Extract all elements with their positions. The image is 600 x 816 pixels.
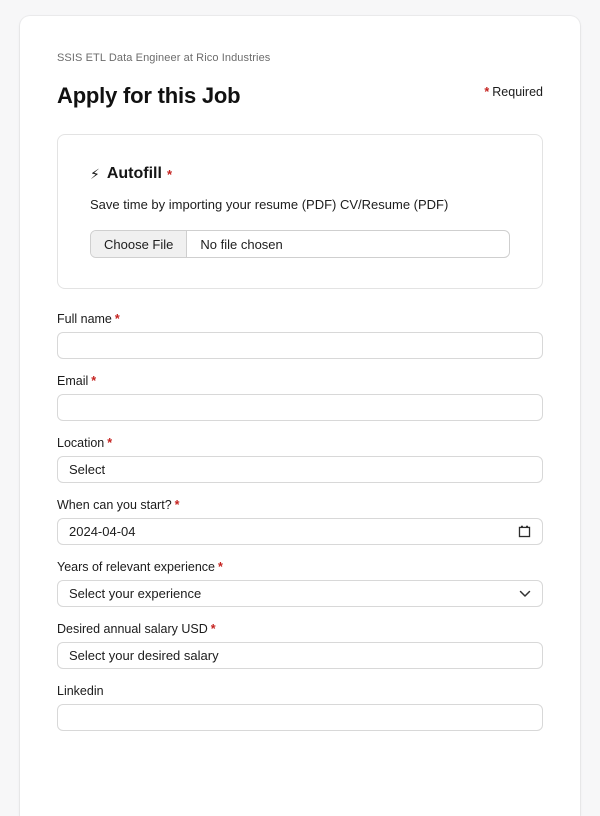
field-label	[57, 498, 543, 513]
email-input[interactable]	[57, 394, 543, 421]
field-label	[57, 374, 543, 389]
autofill-title: Autofill	[106, 165, 162, 183]
field-label	[57, 622, 543, 637]
field-label-text: When can you start?	[57, 498, 172, 513]
field-value: Select	[69, 462, 106, 478]
field-label	[57, 560, 543, 575]
required-asterisk: *	[217, 560, 223, 575]
choose-file-button[interactable]: Choose File	[91, 231, 187, 257]
field-full-name	[57, 312, 543, 359]
field-label-text: Location	[57, 436, 105, 451]
field-label-text: Desired annual salary USD	[57, 622, 208, 637]
page-title: Apply for this Job	[57, 83, 241, 108]
required-asterisk: *	[107, 436, 113, 451]
lightning-icon: ⚡	[90, 165, 100, 182]
field-label-text: Full name	[57, 312, 112, 327]
field-label-text: Linkedin	[57, 684, 104, 699]
required-asterisk: *	[210, 622, 216, 637]
required-asterisk: *	[166, 166, 172, 182]
field-value: 2024-04-04	[69, 524, 136, 540]
field-label-text: Email	[57, 374, 89, 389]
resume-file-input[interactable]	[90, 230, 510, 258]
application-card	[20, 16, 580, 816]
required-asterisk: *	[91, 374, 97, 389]
required-asterisk: *	[174, 498, 180, 513]
field-linkedin	[57, 684, 543, 731]
field-label-text: Years of relevant experience	[57, 560, 215, 575]
start-date-input[interactable]	[57, 518, 543, 545]
field-label	[57, 312, 543, 327]
experience-input[interactable]	[57, 580, 543, 607]
chevron-down-icon	[519, 590, 531, 598]
location-input[interactable]	[57, 456, 543, 483]
job-title: SSIS ETL Data Engineer at Rico Industries	[57, 52, 271, 64]
field-start-date	[57, 498, 543, 545]
page-header	[57, 83, 543, 108]
field-label	[57, 684, 543, 699]
field-value: Select your desired salary	[69, 648, 219, 664]
required-note	[484, 83, 543, 99]
field-salary	[57, 622, 543, 669]
field-label	[57, 436, 543, 451]
field-email	[57, 374, 543, 421]
calendar-icon[interactable]	[518, 525, 531, 538]
autofill-section	[57, 134, 543, 289]
required-asterisk: *	[114, 312, 120, 327]
autofill-heading	[90, 165, 510, 183]
linkedin-input[interactable]	[57, 704, 543, 731]
salary-input[interactable]	[57, 642, 543, 669]
required-asterisk: *	[484, 85, 490, 99]
field-experience	[57, 560, 543, 607]
file-status-text: No file chosen	[200, 236, 283, 252]
field-value: Select your experience	[69, 586, 202, 602]
required-label: Required	[492, 85, 543, 99]
full-name-input[interactable]	[57, 332, 543, 359]
field-location	[57, 436, 543, 483]
autofill-description: Save time by importing your resume (PDF) CV/Resume (PDF)	[90, 197, 449, 213]
form-fields	[57, 312, 543, 731]
